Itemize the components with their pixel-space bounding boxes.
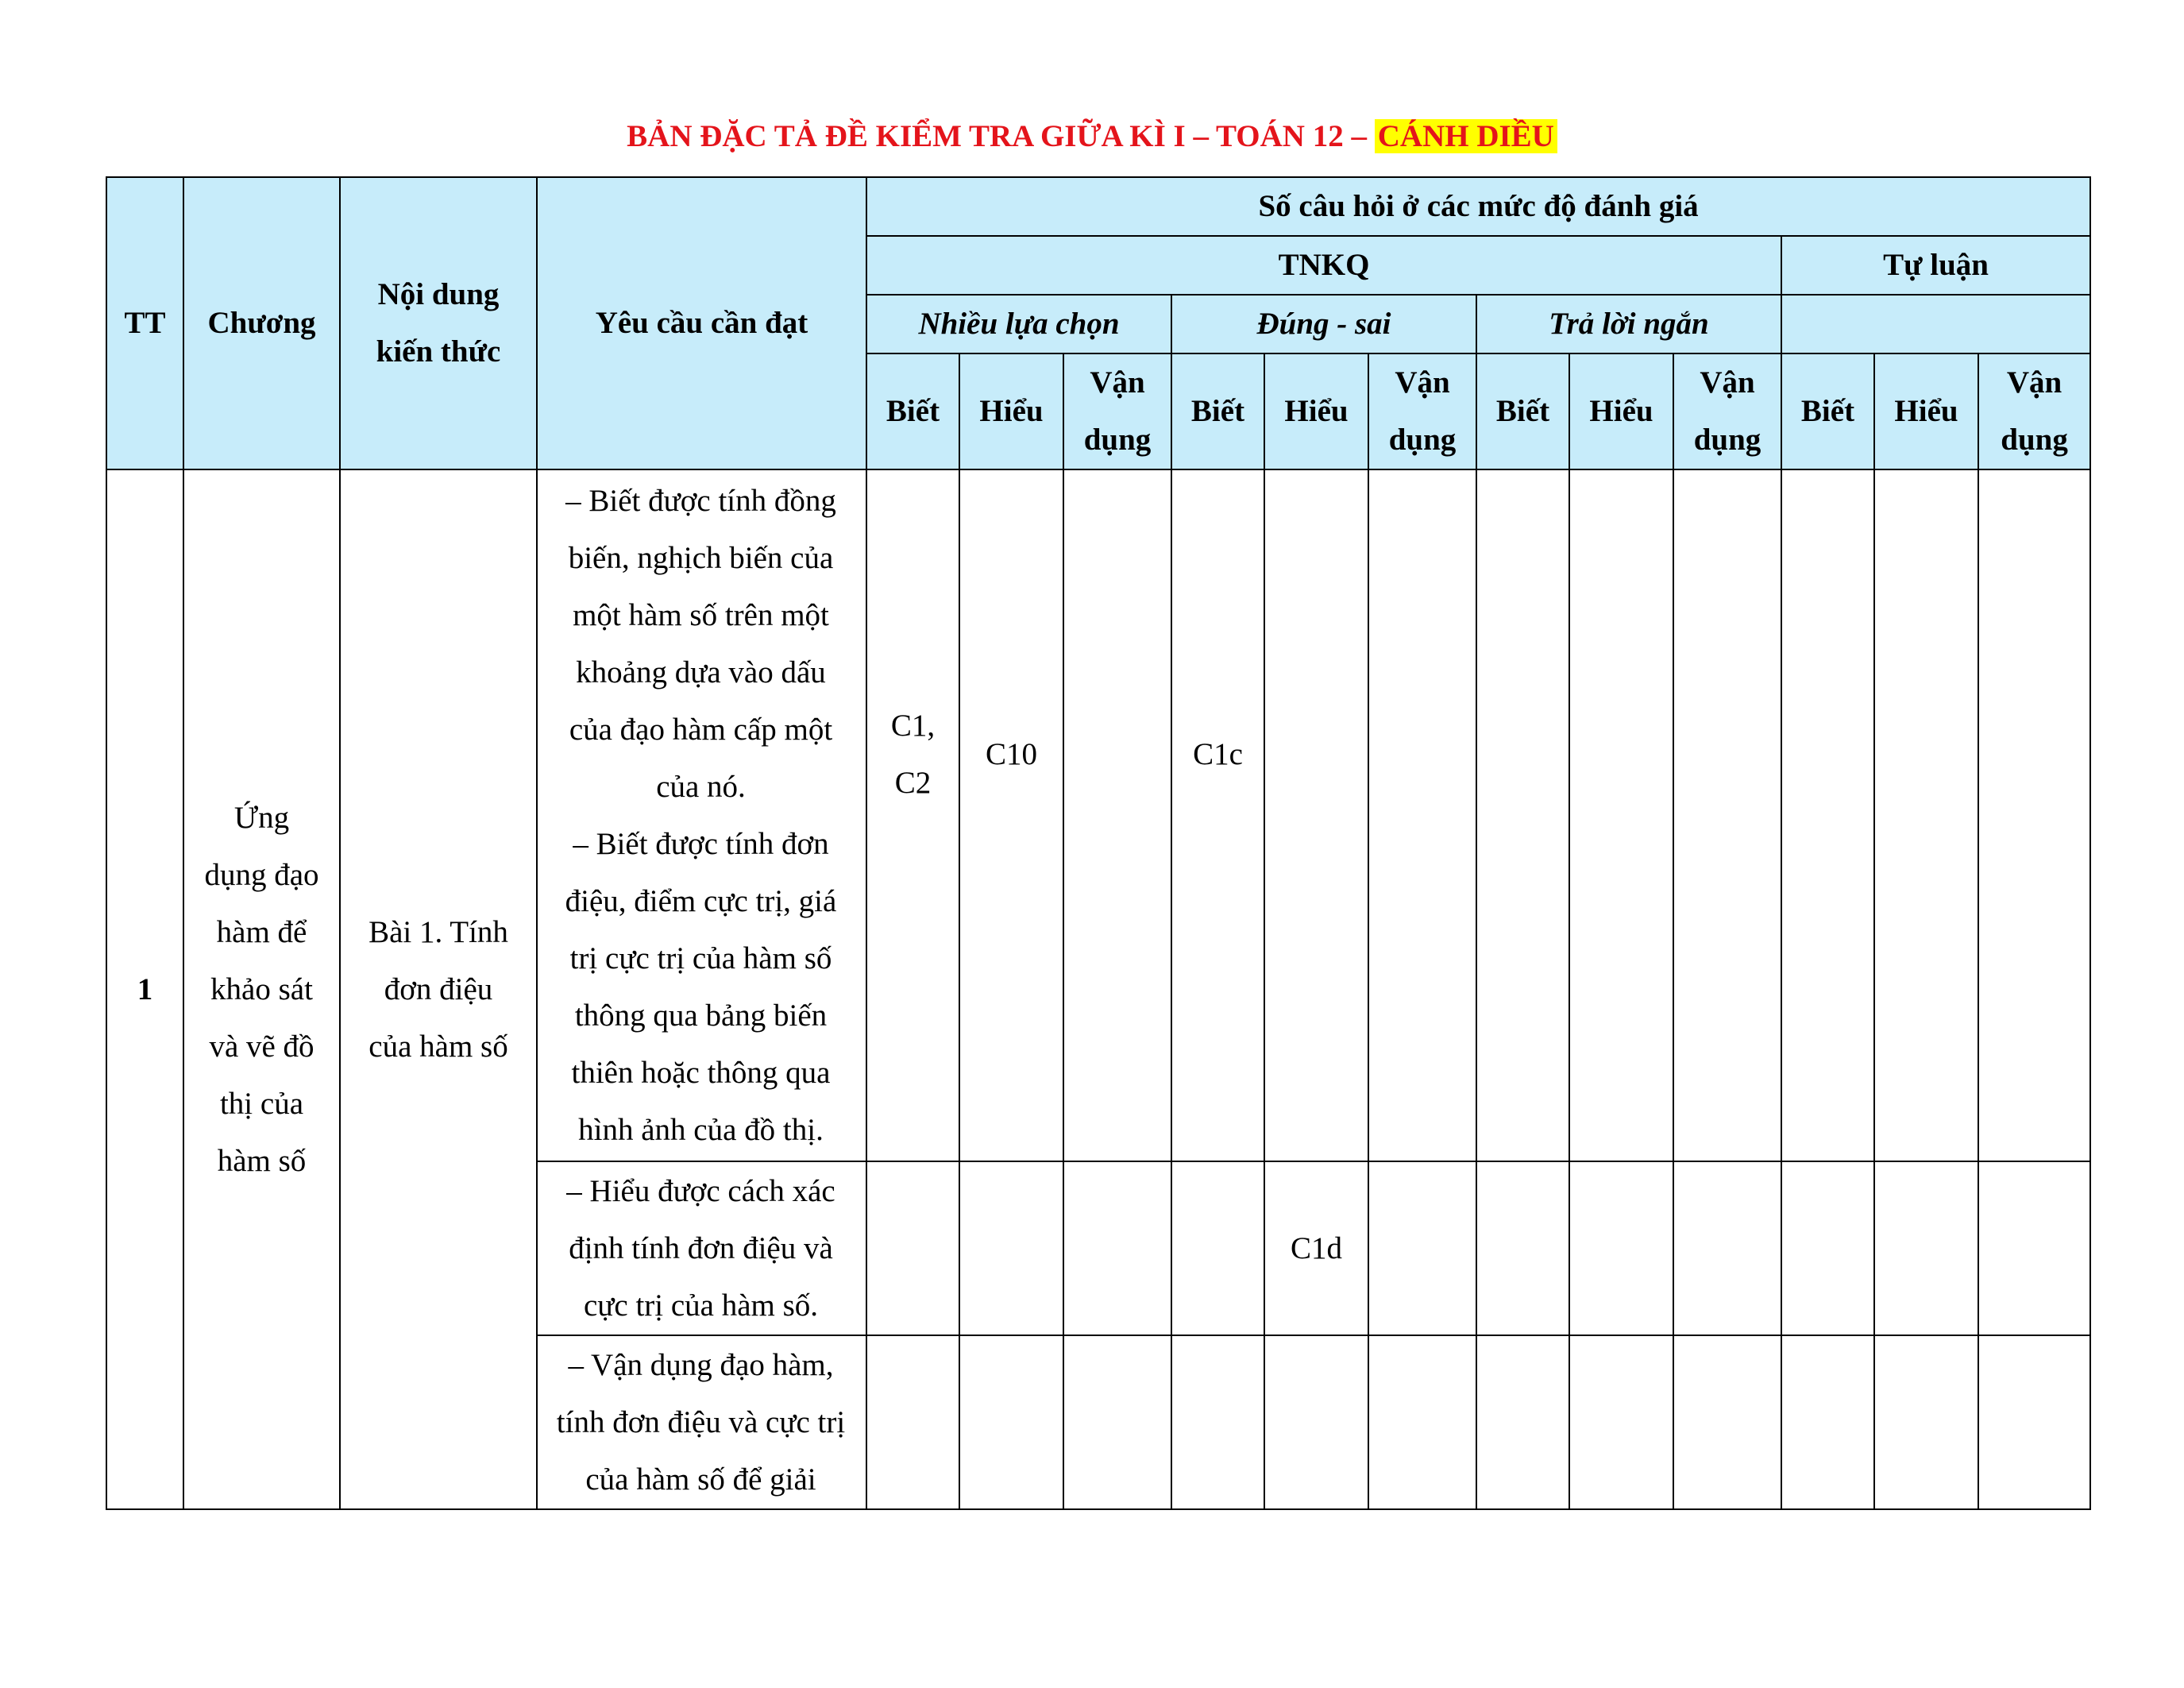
chuong-line: hàm số [217,1143,307,1178]
cell-empty [959,1335,1063,1509]
req-line: của nó. [656,769,746,804]
header-nlc-van-dung [1063,353,1171,469]
header-dung-sai: Đúng - sai [1171,295,1476,353]
header-tt: TT [106,177,183,469]
van-dung-line2: dụng [2001,423,2068,457]
header-noi-dung [340,177,537,469]
req-line: – Biết được tính đồng [565,483,836,518]
cell-nlc-hieu: C10 [959,469,1063,1161]
header-nhieu-lua-chon: Nhiều lựa chọn [866,295,1171,353]
cell-yeu-cau [537,1335,866,1509]
cell-empty [1673,469,1781,1161]
cell-empty [1368,1161,1476,1335]
cell-empty [1569,1335,1673,1509]
chuong-line: dụng đạo [204,857,319,892]
req-line: một hàm số trên một [573,597,829,632]
noi-dung-line: đơn điệu [384,971,493,1006]
chuong-line: Ứng [233,800,290,835]
cell-empty [1368,469,1476,1161]
cell-ds-biet: C1c [1171,469,1264,1161]
van-dung-line1: Vận [1090,365,1145,400]
chuong-line: khảo sát [210,971,313,1006]
cell-yeu-cau [537,1161,866,1335]
cell-empty [1368,1335,1476,1509]
req-line: biến, nghịch biến của [568,540,834,575]
req-line: của hàm số để giải [585,1462,816,1497]
noi-dung-line: Bài 1. Tính [369,914,508,949]
question-code: C1, [890,709,936,743]
header-tu-luan-blank [1781,295,2090,353]
req-line: – Hiểu được cách xác [566,1173,835,1208]
question-code: C2 [894,766,932,800]
header-chuong: Chương [183,177,340,469]
noi-dung-line: của hàm số [369,1029,508,1064]
title-highlight: CÁNH DIỀU [1375,119,1557,153]
cell-empty [1673,1161,1781,1335]
header-tnkq: TNKQ [866,236,1781,295]
req-line: hình ảnh của đồ thị. [578,1112,824,1147]
van-dung-line2: dụng [1693,423,1761,457]
cell-empty [1978,1161,2090,1335]
header-ds-biet: Biết [1171,353,1264,469]
req-line: khoảng dựa vào dấu [576,655,826,689]
cell-empty [866,1335,959,1509]
cell-empty [1874,469,1978,1161]
cell-empty [1476,469,1569,1161]
chuong-line: và vẽ đồ [209,1029,314,1064]
req-line: cực trị của hàm số. [583,1288,819,1323]
req-line: – Biết được tính đơn [573,826,829,861]
cell-empty [959,1161,1063,1335]
cell-empty [1673,1335,1781,1509]
cell-empty [1171,1161,1264,1335]
header-tl-biet: Biết [1781,353,1874,469]
req-line: điệu, điểm cực trị, giá [565,883,837,918]
header-tln-hieu: Hiểu [1569,353,1673,469]
cell-empty [1978,469,2090,1161]
cell-noi-dung [340,469,537,1509]
cell-yeu-cau [537,469,866,1161]
van-dung-line2: dụng [1388,423,1457,457]
cell-empty [1264,1335,1368,1509]
cell-tt: 1 [106,469,183,1509]
cell-empty [1476,1335,1569,1509]
table-row [106,469,2090,1161]
header-tra-loi-ngan: Trả lời ngắn [1476,295,1781,353]
header-tu-luan: Tự luận [1781,236,2090,295]
title-main: BẢN ĐẶC TẢ ĐỀ KIỂM TRA GIỮA KÌ I – TOÁN 12 – [627,119,1375,153]
cell-empty [1978,1335,2090,1509]
cell-empty [1264,469,1368,1161]
header-noi-dung-line1: Nội dung [377,277,500,311]
header-ds-hieu: Hiểu [1264,353,1368,469]
cell-ds-hieu: C1d [1264,1161,1368,1335]
cell-empty [1063,1335,1171,1509]
van-dung-line1: Vận [2006,365,2062,400]
header-tl-hieu: Hiểu [1874,353,1978,469]
req-line: trị cực trị của hàm số [569,941,832,975]
cell-empty [1063,469,1171,1161]
cell-chuong [183,469,340,1509]
header-so-cau-hoi: Số câu hỏi ở các mức độ đánh giá [866,177,2090,236]
specification-table [106,176,2091,1510]
header-tln-van-dung [1673,353,1781,469]
cell-empty [1063,1161,1171,1335]
cell-empty [1874,1335,1978,1509]
cell-empty [1781,469,1874,1161]
van-dung-line1: Vận [1700,365,1755,400]
req-line: định tính đơn điệu và [569,1230,833,1265]
cell-empty [1781,1161,1874,1335]
cell-empty [866,1161,959,1335]
document-title [0,113,2184,160]
chuong-line: thị của [219,1086,304,1121]
header-noi-dung-line2: kiến thức [376,334,501,369]
req-line: của đạo hàm cấp một [569,712,833,747]
header-tl-van-dung [1978,353,2090,469]
header-tln-biet: Biết [1476,353,1569,469]
cell-empty [1171,1335,1264,1509]
cell-empty [1781,1335,1874,1509]
req-line: thông qua bảng biến [574,998,828,1033]
header-nlc-hieu: Hiểu [959,353,1063,469]
req-line: thiên hoặc thông qua [571,1055,831,1090]
req-line: tính đơn điệu và cực trị [556,1404,846,1439]
van-dung-line2: dụng [1083,423,1152,457]
cell-nlc-biet [866,469,959,1161]
cell-empty [1874,1161,1978,1335]
cell-empty [1569,1161,1673,1335]
cell-empty [1476,1161,1569,1335]
van-dung-line1: Vận [1395,365,1450,400]
req-line: – Vận dụng đạo hàm, [568,1347,834,1382]
header-yeu-cau: Yêu cầu cần đạt [537,177,866,469]
header-nlc-biet: Biết [866,353,959,469]
chuong-line: hàm để [216,914,307,949]
header-ds-van-dung [1368,353,1476,469]
cell-empty [1569,469,1673,1161]
